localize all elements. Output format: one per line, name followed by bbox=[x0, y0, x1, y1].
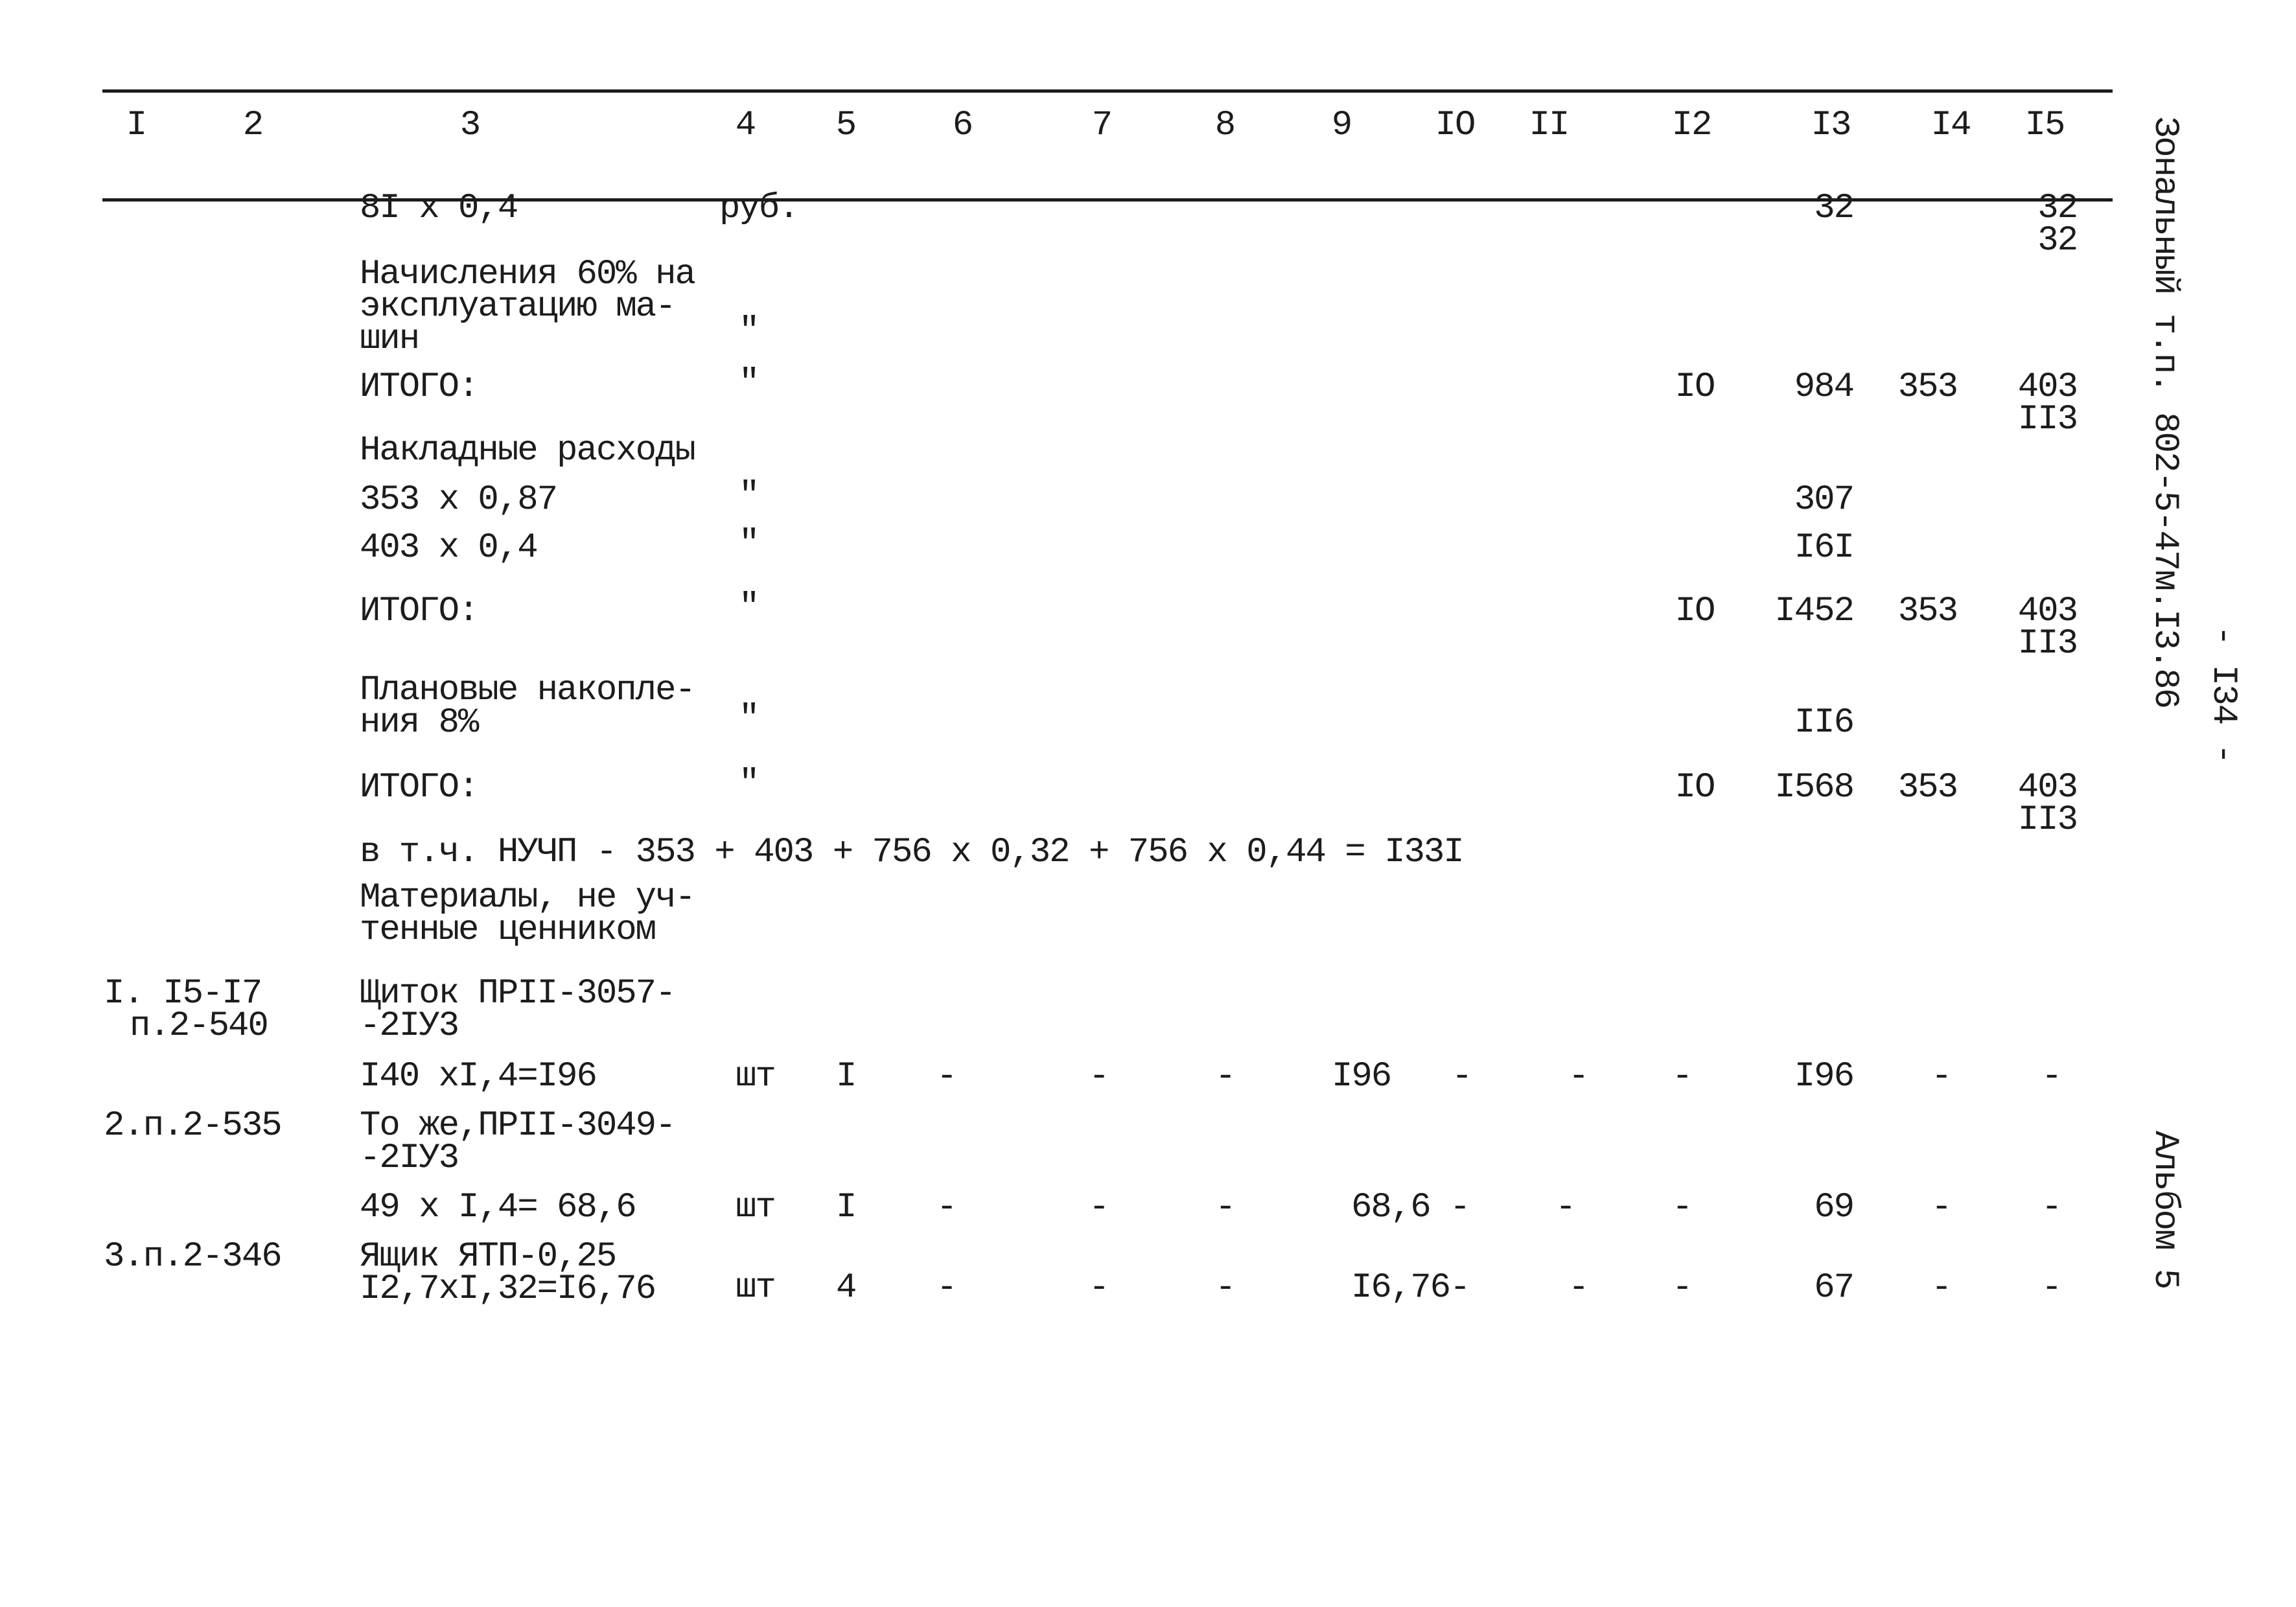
cell-col14: - bbox=[1931, 1188, 1951, 1227]
cell-col15: - bbox=[2041, 1188, 2061, 1227]
cell-description: I40 xI,4=I96 bbox=[360, 1057, 596, 1096]
cell-description: 353 x 0,87 bbox=[360, 480, 557, 520]
cell-description: Щиток ПРII-3057- bbox=[360, 974, 675, 1013]
project-code-label: Зональный т.п. 802-5-47м.I3.86 bbox=[2145, 117, 2185, 708]
cell-reference: I. I5-I7 bbox=[104, 974, 262, 1013]
cell-col15: 403 bbox=[2017, 768, 2077, 807]
cell-col15: 403 bbox=[2017, 592, 2077, 631]
cell-unit: шт bbox=[736, 1188, 775, 1227]
column-header: II bbox=[1529, 106, 1569, 145]
cell-col7: - bbox=[1089, 1268, 1109, 1308]
cell-col15: - bbox=[2041, 1268, 2061, 1308]
cell-col15: 403 bbox=[2017, 367, 2077, 407]
cell-col9: I96 bbox=[1332, 1057, 1391, 1096]
column-header: I3 bbox=[1811, 106, 1851, 145]
cell-unit: шт bbox=[736, 1057, 775, 1096]
cell-description: 403 x 0,4 bbox=[360, 528, 537, 568]
cell-col12: IO bbox=[1675, 367, 1715, 407]
cell-unit: " bbox=[739, 312, 759, 351]
page-number: - I34 - bbox=[2203, 625, 2243, 763]
cell-col13: 67 bbox=[1814, 1268, 1853, 1308]
column-header: I2 bbox=[1671, 106, 1711, 145]
cell-description: -2IУ3 bbox=[360, 1139, 459, 1178]
column-header: 6 bbox=[952, 106, 973, 145]
cell-unit: шт bbox=[736, 1268, 775, 1308]
cell-col15: II3 bbox=[2017, 800, 2077, 840]
cell-reference: 3.п.2-346 bbox=[104, 1237, 281, 1277]
cell-col13: I568 bbox=[1774, 768, 1853, 807]
column-header: 2 bbox=[242, 106, 263, 145]
cell-col6: - bbox=[936, 1188, 957, 1227]
cell-col13: I6I bbox=[1794, 528, 1853, 568]
cell-description: в т.ч. НУЧП - 353 + 403 + 756 x 0,32 + 756 x 0,44 = I33I bbox=[360, 833, 1463, 872]
cell-description: 8I x 0,4 bbox=[360, 189, 518, 228]
cell-description: эксплуатацию ма- bbox=[360, 287, 675, 327]
cell-col15: 32 bbox=[2037, 189, 2077, 228]
cell-reference: 2.п.2-535 bbox=[104, 1106, 281, 1146]
cell-unit: " bbox=[739, 524, 759, 564]
cell-col10: - bbox=[1452, 1057, 1472, 1096]
cell-unit: " bbox=[739, 476, 759, 516]
column-header: 7 bbox=[1091, 106, 1112, 145]
cell-col12: - bbox=[1672, 1188, 1692, 1227]
cell-col9: 68,6 - bbox=[1351, 1188, 1470, 1227]
cell-col14: - bbox=[1931, 1268, 1951, 1308]
cell-col11: - bbox=[1555, 1188, 1575, 1227]
column-header: 4 bbox=[735, 106, 756, 145]
cell-col12: IO bbox=[1675, 592, 1715, 631]
cell-col5: I bbox=[836, 1188, 856, 1227]
cell-col8: - bbox=[1215, 1268, 1235, 1308]
cell-col12: - bbox=[1672, 1268, 1692, 1308]
cell-description: ния 8% bbox=[360, 703, 478, 743]
cell-description: шин bbox=[360, 319, 419, 359]
cell-col13: 984 bbox=[1794, 367, 1853, 407]
cell-description: 49 x I,4= 68,6 bbox=[360, 1188, 636, 1227]
cell-col6: - bbox=[936, 1057, 957, 1096]
cell-description: Плановые накопле- bbox=[360, 671, 695, 710]
column-header: I bbox=[126, 106, 146, 145]
cell-col8: - bbox=[1215, 1188, 1235, 1227]
cell-col7: - bbox=[1089, 1057, 1109, 1096]
cell-description: Ящик ЯТП-0,25 bbox=[360, 1237, 616, 1277]
cell-description: -2IУ3 bbox=[360, 1006, 459, 1046]
cell-col12: IO bbox=[1675, 768, 1715, 807]
cell-col11: - bbox=[1568, 1057, 1588, 1096]
cell-description: тенные ценником bbox=[360, 910, 656, 950]
cell-col14: 353 bbox=[1897, 768, 1957, 807]
cell-col11: - bbox=[1568, 1268, 1588, 1308]
cell-col13: 32 bbox=[1814, 189, 1853, 228]
cell-col5: 4 bbox=[836, 1268, 856, 1308]
cell-description: Начисления 60% на bbox=[360, 255, 695, 294]
cell-col12: - bbox=[1672, 1057, 1692, 1096]
cell-reference: п.2-540 bbox=[130, 1006, 268, 1046]
cell-col14: - bbox=[1931, 1057, 1951, 1096]
cell-description: Накладные расходы bbox=[360, 431, 695, 470]
cell-col13: II6 bbox=[1794, 703, 1853, 743]
column-header: 8 bbox=[1214, 106, 1235, 145]
cell-col9: I6,76- bbox=[1351, 1268, 1470, 1308]
cell-description: Материалы, не уч- bbox=[360, 878, 695, 918]
cell-description: I2,7xI,32=I6,76 bbox=[360, 1269, 656, 1309]
cell-col15: - bbox=[2041, 1057, 2061, 1096]
column-header: I5 bbox=[2024, 106, 2065, 145]
cell-col15: 32 bbox=[2037, 221, 2077, 260]
cell-description: То же,ПРII-3049- bbox=[360, 1106, 675, 1146]
cell-unit: " bbox=[739, 364, 759, 403]
cell-col14: 353 bbox=[1897, 367, 1957, 407]
cell-col13: I96 bbox=[1794, 1057, 1853, 1096]
cell-description: ИТОГО: bbox=[360, 768, 478, 807]
cell-col7: - bbox=[1089, 1188, 1109, 1227]
cell-col6: - bbox=[936, 1268, 957, 1308]
cell-unit: руб. bbox=[719, 189, 798, 228]
column-header: 3 bbox=[459, 106, 480, 145]
column-header: 5 bbox=[835, 106, 856, 145]
album-label: Альбом 5 bbox=[2145, 1131, 2185, 1289]
column-header: I4 bbox=[1931, 106, 1971, 145]
cell-unit: " bbox=[739, 588, 759, 627]
cell-col5: I bbox=[836, 1057, 856, 1096]
cell-description: ИТОГО: bbox=[360, 592, 478, 631]
cell-unit: " bbox=[739, 699, 759, 739]
cell-col14: 353 bbox=[1897, 592, 1957, 631]
cell-col13: 69 bbox=[1814, 1188, 1853, 1227]
cell-col8: - bbox=[1215, 1057, 1235, 1096]
cell-col13: 307 bbox=[1794, 480, 1853, 520]
column-header: 9 bbox=[1331, 106, 1352, 145]
cell-description: ИТОГО: bbox=[360, 367, 478, 407]
table-top-rule bbox=[102, 89, 2113, 93]
column-header: IO bbox=[1435, 106, 1475, 145]
cell-col15: II3 bbox=[2017, 400, 2077, 439]
cell-unit: " bbox=[739, 764, 759, 804]
cell-col15: II3 bbox=[2017, 624, 2077, 664]
cell-col13: I452 bbox=[1774, 592, 1853, 631]
